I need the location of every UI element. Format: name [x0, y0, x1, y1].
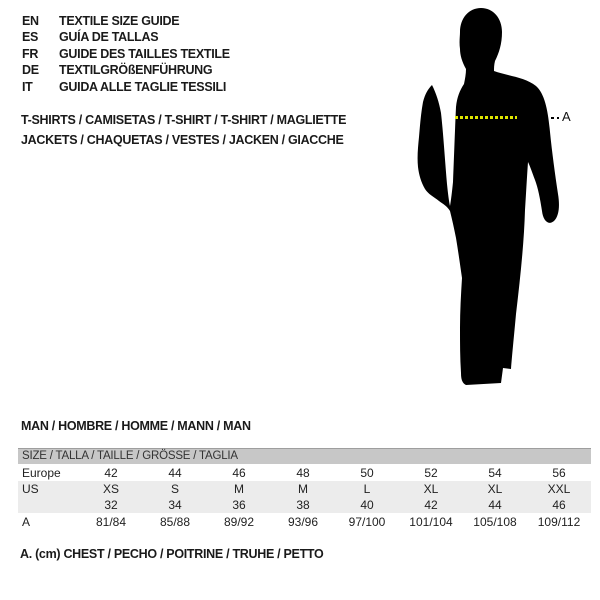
language-code: ES	[22, 30, 39, 45]
table-cell: 40	[360, 498, 374, 512]
table-cell: 56	[552, 465, 566, 480]
language-row-en	[22, 13, 230, 29]
table-cell: 44	[488, 498, 502, 512]
language-label: GUÍA DE TALLAS	[59, 30, 159, 45]
table-cell: L	[363, 482, 371, 496]
table-cell: 42	[104, 465, 118, 480]
table-cell: M	[298, 482, 308, 496]
table-cell: 32	[104, 498, 118, 512]
language-code: IT	[22, 79, 33, 94]
row-label: US	[22, 482, 39, 496]
table-shaded-group	[18, 481, 591, 513]
table-cell: 38	[296, 498, 310, 512]
table-cell: 46	[552, 498, 566, 512]
chest-measure-line	[455, 116, 517, 119]
table-cell: 93/96	[287, 514, 319, 529]
section-title-man: MAN / HOMBRE / HOMME / MANN / MAN	[21, 419, 251, 433]
table-cell: XL	[487, 482, 503, 496]
man-silhouette	[402, 6, 572, 396]
size-table	[18, 448, 591, 530]
table-cell: 34	[168, 498, 182, 512]
table-cell: 54	[488, 465, 502, 480]
language-label: TEXTILGRÖßENFÜHRUNG	[59, 63, 213, 78]
table-cell: XXL	[547, 482, 571, 496]
table-cell: 81/84	[95, 514, 127, 529]
table-row-us-numeric	[18, 497, 591, 513]
table-row-a-chest	[18, 513, 591, 530]
language-row-es	[22, 29, 230, 45]
row-label: A	[22, 514, 31, 529]
table-cell: XS	[102, 482, 119, 496]
row-label: Europe	[22, 465, 61, 480]
table-cell: 97/100	[348, 514, 386, 529]
footnote-chest: A. (cm) CHEST / PECHO / POITRINE / TRUHE / PETTO	[20, 547, 324, 561]
category-block	[21, 110, 346, 150]
language-code: DE	[22, 63, 39, 78]
table-cell: 42	[424, 498, 438, 512]
table-cell: 44	[168, 465, 182, 480]
language-row-it	[22, 79, 230, 95]
language-row-fr	[22, 46, 230, 62]
language-code: FR	[22, 46, 39, 61]
language-label: GUIDA ALLE TAGLIE TESSILI	[59, 79, 227, 94]
language-row-de	[22, 62, 230, 78]
table-cell: 50	[360, 465, 374, 480]
category-line-tshirts: T-SHIRTS / CAMISETAS / T-SHIRT / T-SHIRT / MAGLIETTE	[21, 113, 347, 127]
table-cell: XL	[423, 482, 439, 496]
table-cell: 109/112	[537, 514, 581, 529]
table-cell: 101/104	[409, 514, 453, 529]
measure-leader-line	[545, 117, 559, 119]
table-cell: S	[170, 482, 179, 496]
language-guide-list	[22, 13, 230, 95]
language-label: GUIDE DES TAILLES TEXTILE	[59, 46, 230, 61]
measure-label-a: A	[562, 109, 571, 124]
size-table-header: SIZE / TALLA / TAILLE / GRÖSSE / TAGLIA	[18, 448, 591, 464]
table-cell: 89/92	[223, 514, 255, 529]
table-cell: 46	[232, 465, 246, 480]
table-cell: 36	[232, 498, 246, 512]
table-cell: 48	[296, 465, 310, 480]
table-cell: 52	[424, 465, 438, 480]
language-code: EN	[22, 14, 39, 28]
table-cell: 85/88	[159, 514, 191, 529]
table-cell: M	[234, 482, 244, 496]
category-line-jackets: JACKETS / CHAQUETAS / VESTES / JACKEN / GIACCHE	[21, 133, 344, 147]
man-silhouette-path	[418, 8, 559, 385]
table-row-us	[18, 481, 591, 497]
man-silhouette-svg	[402, 6, 572, 396]
table-row-europe	[18, 464, 591, 481]
table-cell: 105/108	[473, 514, 517, 529]
language-label: TEXTILE SIZE GUIDE	[59, 14, 180, 28]
